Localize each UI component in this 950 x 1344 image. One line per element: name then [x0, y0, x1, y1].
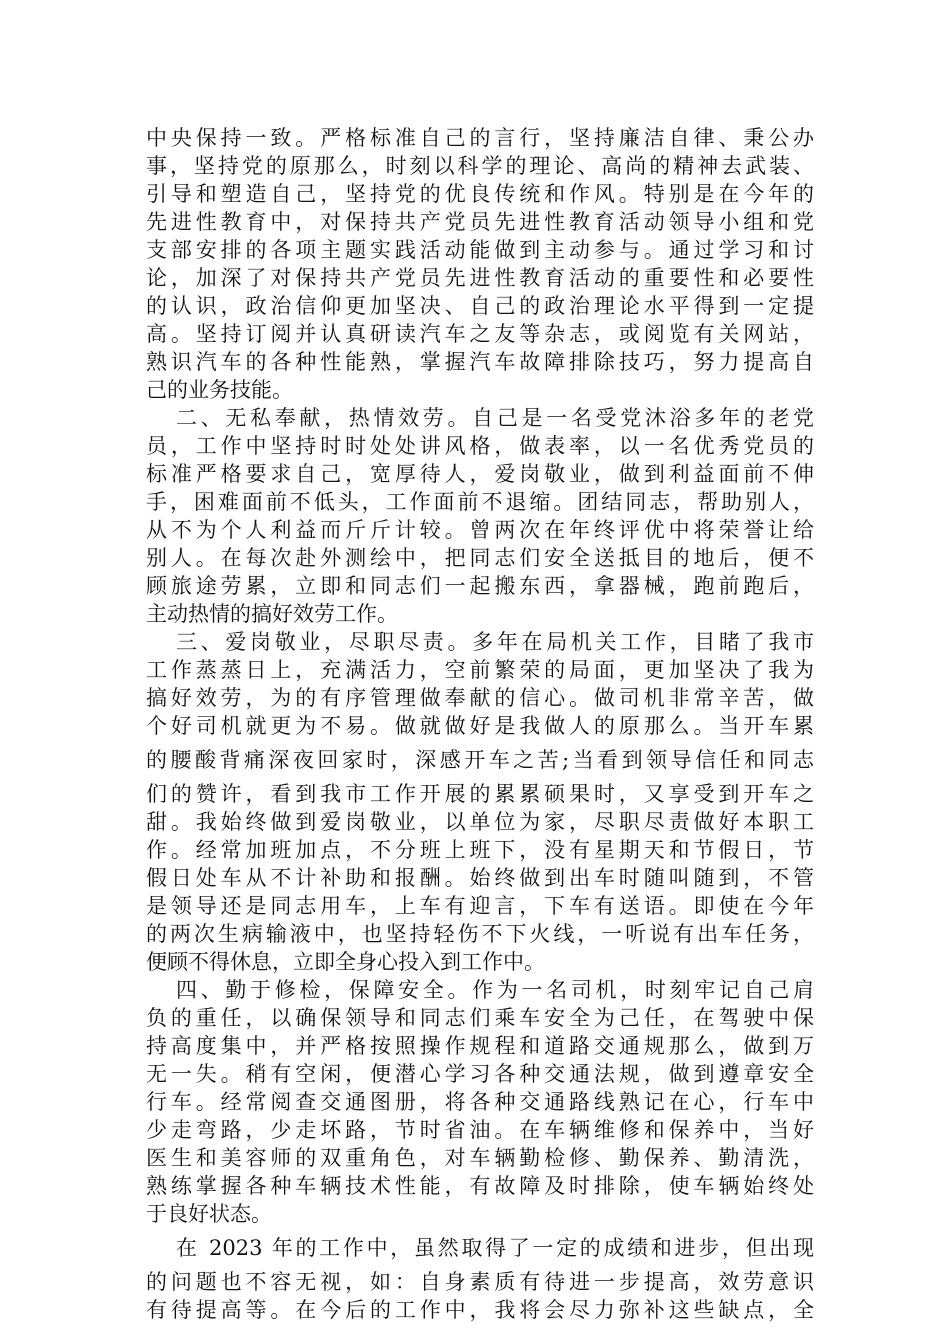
text-line: 在 2023 年的工作中，虽然取得了一定的成绩和进步，但出现 — [176, 1236, 814, 1260]
text-line: 先进性教育中，对保持共产党员先进性教育活动领导小组和党 — [146, 210, 814, 234]
text-line: 支部安排的各项主题实践活动能做到主动参与。通过学习和讨 — [146, 238, 814, 262]
text-line: 熟识汽车的各种性能熟，掌握汽车故障排除技巧，努力提高自 — [146, 350, 814, 374]
text-line: 主动热情的搞好效劳工作。 — [146, 602, 398, 626]
text-line: 的两次生病输液中，也坚持轻伤不下火线，一听说有出车任务， — [146, 922, 814, 946]
text-line: 负的重任，以确保领导和同志们乘车安全为己任，在驾驶中保 — [146, 1006, 814, 1030]
text-line: 们的赞许，看到我市工作开展的累累硕果时，又享受到开车之 — [146, 782, 814, 806]
text-line: 三、爱岗敬业，尽职尽责。多年在局机关工作，目睹了我市 — [176, 630, 814, 654]
text-line: 行车。经常阅查交通图册，将各种交通路线熟记在心，行车中 — [146, 1090, 814, 1114]
text-line: 标准严格要求自己，宽厚待人，爱岗敬业，做到利益面前不伸 — [146, 462, 814, 486]
text-line: 搞好效劳，为的有序管理做奉献的信心。做司机非常辛苦，做 — [146, 686, 814, 710]
text-line: 四、勤于修检，保障安全。作为一名司机，时刻牢记自己肩 — [176, 978, 814, 1002]
text-line: 事，坚持党的原那么，时刻以科学的理论、高尚的精神去武装、 — [146, 154, 814, 178]
text-line: 别人。在每次赴外测绘中，把同志们安全送抵目的地后，便不 — [146, 546, 814, 570]
text-line: 顾旅途劳累，立即和同志们一起搬东西，拿器械，跑前跑后， — [146, 574, 814, 598]
text-line: 的认识，政治信仰更加坚决、自己的政治理论水平得到一定提 — [146, 294, 814, 318]
text-line: 于良好状态。 — [146, 1202, 272, 1226]
text-line: 甜。我始终做到爱岗敬业，以单位为家，尽职尽责做好本职工 — [146, 810, 814, 834]
text-line: 无一失。稍有空闲，便潜心学习各种交通法规，做到遵章安全 — [146, 1062, 814, 1086]
text-line: 手，困难面前不低头，工作面前不退缩。团结同志，帮助别人， — [146, 490, 814, 514]
text-line: 从不为个人利益而斤斤计较。曾两次在年终评优中将荣誉让给 — [146, 518, 814, 542]
text-line: 论，加深了对保持共产党员先进性教育活动的重要性和必要性 — [146, 266, 814, 290]
text-line: 中央保持一致。严格标准自己的言行，坚持廉洁自律、秉公办 — [146, 126, 814, 150]
text-line: 工作蒸蒸日上，充满活力，空前繁荣的局面，更加坚决了我为 — [146, 658, 814, 682]
text-line: 便顾不得休息，立即全身心投入到工作中。 — [146, 950, 545, 974]
text-line: 作。经常加班加点，不分班上班下，没有星期天和节假日，节 — [146, 838, 814, 862]
text-line: 有待提高等。在今后的工作中，我将会尽力弥补这些缺点，全 — [146, 1298, 814, 1322]
text-line: 是领导还是同志用车，上车有迎言，下车有送语。即使在今年 — [146, 894, 814, 918]
text-line: 少走弯路，少走坏路，节时省油。在车辆维修和保养中，当好 — [146, 1118, 814, 1142]
text-line: 假日处车从不计补助和报酬。始终做到出车时随叫随到，不管 — [146, 866, 814, 890]
document-body — [146, 124, 814, 1324]
text-line: 熟练掌握各种车辆技术性能，有故障及时排除，使车辆始终处 — [146, 1174, 814, 1198]
text-line: 己的业务技能。 — [146, 378, 293, 402]
text-line: 医生和美容师的双重角色，对车辆勤检修、勤保养、勤清洗， — [146, 1146, 814, 1170]
text-line: 的腰酸背痛深夜回家时，深感开车之苦;当看到领导信任和同志 — [146, 748, 814, 772]
text-line: 员，工作中坚持时时处处讲风格，做表率，以一名优秀党员的 — [146, 434, 814, 458]
text-line: 个好司机就更为不易。做就做好是我做人的原那么。当开车累 — [146, 714, 814, 738]
text-line: 二、无私奉献，热情效劳。自己是一名受党沐浴多年的老党 — [176, 406, 814, 430]
text-line: 的问题也不容无视，如：自身素质有待进一步提高，效劳意识 — [146, 1270, 814, 1294]
text-line: 引导和塑造自己，坚持党的优良传统和作风。特别是在今年的 — [146, 182, 814, 206]
text-line: 持高度集中，并严格按照操作规程和道路交通规那么，做到万 — [146, 1034, 814, 1058]
text-line: 高。坚持订阅并认真研读汽车之友等杂志，或阅览有关网站， — [146, 322, 814, 346]
